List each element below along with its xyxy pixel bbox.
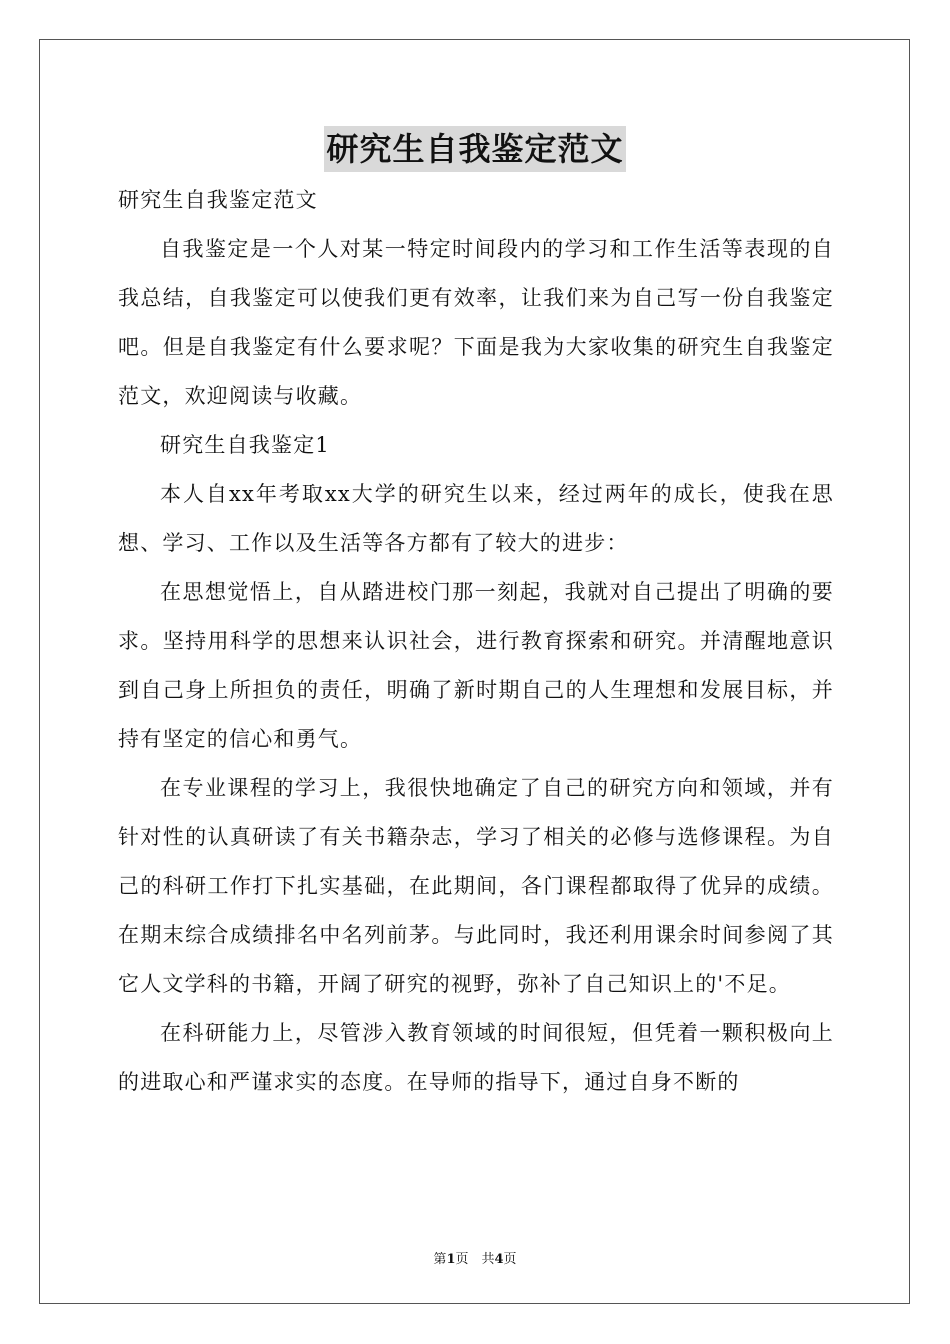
intro-paragraph: 自我鉴定是一个人对某一特定时间段内的学习和工作生活等表现的自我总结，自我鉴定可以使我们更有效率，让我们来为自己写一份自我鉴定吧。但是自我鉴定有什么要求呢？下面是我为大家收集的研究生自我鉴定范文，欢迎阅读与收藏。 (118, 237, 834, 408)
title-container (0, 126, 950, 172)
subtitle-paragraph: 研究生自我鉴定范文 (118, 188, 318, 212)
document-body (118, 176, 834, 1107)
footer-page-suffix: 页 (503, 1252, 517, 1267)
body-paragraph: 在专业课程的学习上，我很快地确定了自己的研究方向和领域，并有针对性的认真研读了有关书籍杂志，学习了相关的必修与选修课程。为自己的科研工作打下扎实基础，在此期间，各门课程都取得了优异的成绩。在期末综合成绩排名中名列前茅。与此同时，我还利用课余时间参阅了其它人文学科的书籍，开阔了研究的视野，弥补了自己知识上的'不足。 (118, 776, 834, 996)
body-paragraph: 在科研能力上，尽管涉入教育领域的时间很短，但凭着一颗积极向上的进取心和严谨求实的态度。在导师的指导下，通过自身不断的 (118, 1021, 834, 1094)
footer-page-mid: 页 共 (455, 1252, 495, 1267)
body-paragraph: 本人自xx年考取xx大学的研究生以来，经过两年的成长，使我在思想、学习、工作以及生活等各方都有了较大的进步： (118, 482, 834, 555)
section-heading: 研究生自我鉴定1 (160, 433, 330, 457)
footer-page-total: 4 (494, 1252, 504, 1267)
body-paragraph: 在思想觉悟上，自从踏进校门那一刻起，我就对自己提出了明确的要求。坚持用科学的思想来认识社会，进行教育探索和研究。并清醒地意识到自己身上所担负的责任，明确了新时期自己的人生理想和发展目标，并持有坚定的信心和勇气。 (118, 580, 834, 751)
footer-page-prefix: 第 (433, 1252, 447, 1267)
document-title: 研究生自我鉴定范文 (324, 126, 625, 172)
page-footer (0, 1248, 950, 1267)
footer-page-current: 1 (446, 1252, 456, 1267)
